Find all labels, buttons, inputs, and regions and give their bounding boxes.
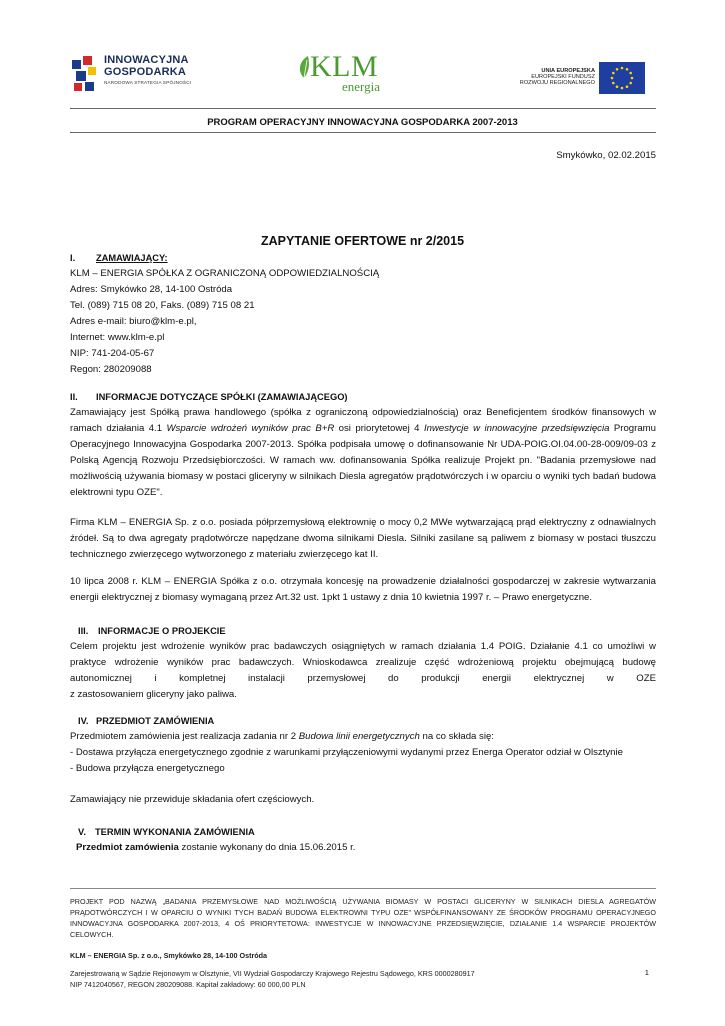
document-title: ZAPYTANIE OFERTOWE nr 2/2015 <box>260 234 465 248</box>
logo-center-word: KLM <box>310 50 379 83</box>
order-intro <box>70 729 656 745</box>
list-item: - Dostawa przyłącza energetycznego zgodnie z warunkami przyłączeniowymi wydanymi przez Energa Operator odział w Olsztynie <box>70 747 623 758</box>
text-run: Zamawiający jest Spółką prawa handlowego (spółka z ograniczoną odpowiedzialnością) oraz Beneficjentem środków finansowych w ramach działania 4.1 <box>70 407 656 434</box>
section-title: INFORMACJE O PROJEKCIE <box>98 626 226 636</box>
website: Internet: www.klm-e.pl <box>70 332 165 343</box>
section2-paragraph1 <box>70 405 656 501</box>
footer-project-note: PROJEKT POD NAZWĄ „BADANIA PRZEMYSŁOWE NAD MOŻLIWOŚCIĄ UŻYWANIA BIOMASY W POSTACI GLICERYNY W SILNIKACH DIESLA AGREGATÓW PRĄDOTWÓRCZYCH I W OPARCIU O WYNIKI TYCH BADAŃ BUDOWA ELEKTROWNI TYPU OZE” WSPÓŁFINANSOWANY ZE ŚRODKÓW PROGRAMU OPERACYJNEGO INNOWACYJNA GOSPODARKA 2007-2013, 4 OŚ PRIORYTETOWA: INWESTYCJE W INNOWACYJNE PRZEDSIĘWZIĘCIE, DZIAŁANIE 1.4 WSPARCIE PROJEKTÓW CELOWYCH. <box>70 897 656 939</box>
contact-block <box>70 266 656 378</box>
section-title: PRZEDMIOT ZAMÓWIENIA <box>96 716 215 726</box>
text-run-bold: Przedmiot zamówienia <box>76 842 179 853</box>
header-divider-bottom <box>70 132 656 133</box>
nip: NIP: 741-204-05-67 <box>70 348 155 359</box>
email: Adres e-mail: biuro@klm-e.pl, <box>70 316 197 327</box>
text-run: na co składa się: <box>419 731 494 742</box>
text-run: Programu Operacyjnego Innowacyjna Gospodarka 2007-2013. Spółka podpisała umowę o dofinansowanie Nr UDA-POIG.OI.04.00-28-009/09-03 z Polską Agencją Rozwoju Przedsiębiorczości. W ramach ww. dofinansowania Spółka realizuje Projekt pn. "Badania przemysłowe nad możliwością używania biomasy w postaci gliceryny w silnikach Diesla agregatów prądotwórczych i w oparciu o wyniki tych badań budowa elektrowni typu OZE". <box>70 423 656 498</box>
section2-paragraph3: 10 lipca 2008 r. KLM – ENERGIA Spółka z o.o. otrzymała koncesję na prowadzenie działalności gospodarczej w zakresie wytwarzania energii elektrycznej z biomasy wymaganą przez Art.32 ust. 1pkt 1 ustawy z dnia 10 kwietnia 1997 r. – Prawo energetyczne. <box>70 576 656 603</box>
text-run: osi priorytetowej 4 <box>334 423 424 434</box>
regon: Regon: 280209088 <box>70 364 152 375</box>
partial-offers-note: Zamawiający nie przewiduje składania ofert częściowych. <box>70 794 315 805</box>
innowacyjna-gospodarka-logo <box>70 52 210 98</box>
document-date: Smykówko, 02.02.2015 <box>556 150 656 161</box>
logo-left-line2: GOSPODARKA <box>104 66 187 78</box>
logo-left-line1: INNOWACYJNA <box>104 54 189 66</box>
section-number: II. <box>70 392 78 402</box>
section4-body <box>70 729 656 777</box>
footer-company: KLM – ENERGIA Sp. z o.o., Smykówko 28, 14-100 Ostróda <box>70 951 268 960</box>
section-heading <box>70 389 348 405</box>
text-run-italic: Budowa linii energetycznych <box>298 731 420 742</box>
text-run-italic: Wsparcie wdrożeń wyników prac B+R <box>166 423 335 434</box>
section3-paragraph: Celem projektu jest wdrożenie wyników prac badawczych osiągniętych w ramach działania 1.4 POIG. Działanie 4.1 co umożliwi w praktyce wdrożenie wyników prac badawczych. Wnioskodawca zrealizuje część wdrożeniową projektu obejmującą budowę autonomicznej i kompletnej instalacji przemysłowej do produkcji energii elektrycznej w OZE <box>70 641 656 684</box>
section-title: INFORMACJE DOTYCZĄCE SPÓŁKI (ZAMAWIAJĄCEGO) <box>96 392 348 402</box>
footer-registration-line: Zarejestrowaną w Sądzie Rejonowym w Olsztynie, VII Wydział Gospodarczy Krajowego Rejestru Sądowego, KRS 0000280917 <box>70 969 475 978</box>
logo-right-line1: UNIA EUROPEJSKA <box>541 68 595 74</box>
section-number: I. <box>70 253 76 263</box>
section-heading <box>78 824 255 840</box>
page-number: 1 <box>644 968 649 977</box>
section-heading <box>78 623 226 639</box>
section-number: III. <box>78 626 89 636</box>
section-heading <box>78 713 214 729</box>
text-run: zostanie wykonany do dnia 15.06.2015 r. <box>178 842 356 853</box>
footer-registration-line: NIP 7412040567, REGON 280209088. Kapitał zakładowy: 60 000,00 PLN <box>70 980 306 989</box>
logo-center-sub: energia <box>342 79 381 94</box>
program-title: PROGRAM OPERACYJNY INNOWACYJNA GOSPODARKA 2007-2013 <box>207 117 518 128</box>
section-number: V. <box>78 827 86 837</box>
logo-left-line3: NARODOWA STRATEGIA SPÓJNOŚCI <box>104 80 192 85</box>
deadline-line <box>76 840 662 856</box>
eu-flag-icon <box>599 62 645 94</box>
section-heading <box>70 250 168 266</box>
phone-fax: Tel. (089) 715 08 20, Faks. (089) 715 08 21 <box>70 300 255 311</box>
eu-logo <box>519 62 645 96</box>
list-item: - Budowa przyłącza energetycznego <box>70 763 225 774</box>
klm-energia-logo <box>296 50 386 96</box>
footer-divider <box>70 888 656 889</box>
section-title: ZAMAWIAJĄCY: <box>96 253 168 263</box>
innowacyjna-gospodarka-emblem-icon <box>70 54 98 94</box>
section2-paragraph2: Firma KLM – ENERGIA Sp. z o.o. posiada półprzemysłową elektrownię o mocy 0,2 MWe wytwarzającą prąd elektryczny z odnawialnych źródeł. Są to dwa agregaty prądotwórcze napędzane dwoma silnikami Diesla. Silniki zasilane są paliwem z biomasy w postaci tłuszczu technicznego zwierzęcego wytworzonego z materiału zwierzęcego kat II. <box>70 517 656 560</box>
address: Adres: Smykówko 28, 14-100 Ostróda <box>70 284 233 295</box>
section-title: TERMIN WYKONANIA ZAMÓWIENIA <box>95 827 255 837</box>
section3-paragraph-end: z zastosowaniem gliceryny jako paliwa. <box>70 689 237 700</box>
text-run: Przedmiotem zamówienia jest realizacja zadania nr 2 <box>70 731 299 742</box>
text-run-italic: Inwestycje w innowacyjne przedsięwzięcia <box>423 423 610 434</box>
section-number: IV. <box>78 716 89 726</box>
header-divider-top <box>70 108 656 109</box>
footer-registration <box>70 968 656 990</box>
logo-right-line3: ROZWOJU REGIONALNEGO <box>519 80 595 86</box>
company-name: KLM – ENERGIA SPÓŁKA Z OGRANICZONĄ ODPOWIEDZIALNOŚCIĄ <box>70 268 380 279</box>
logo-right-line2: EUROPEJSKI FUNDUSZ <box>531 74 595 80</box>
